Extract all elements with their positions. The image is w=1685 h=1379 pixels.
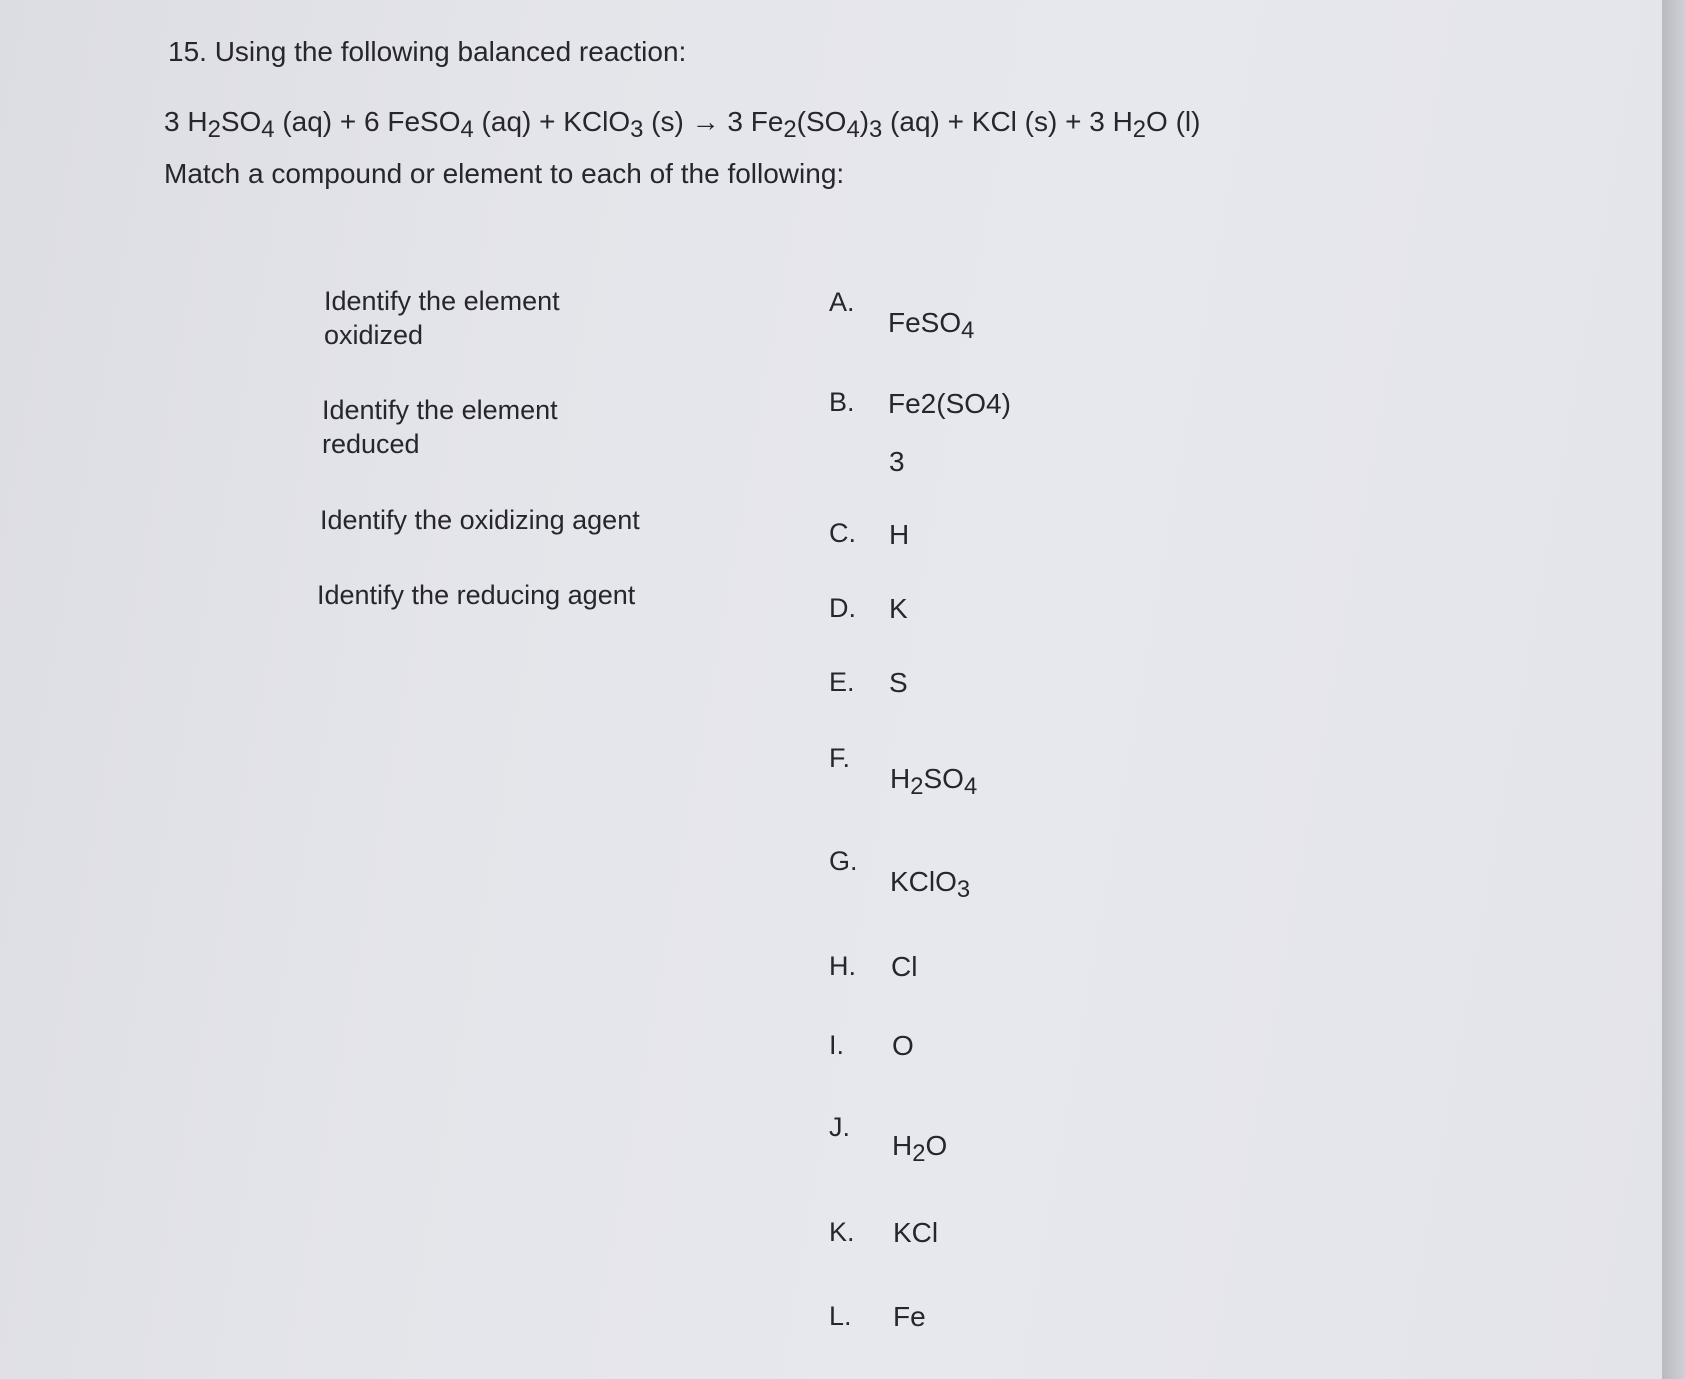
option-a-value[interactable]: FeSO$_4$ [888,307,975,344]
prompt-text: Identify the element [324,286,560,316]
option-d-letter: D. [829,593,856,623]
option-j-value[interactable]: $H_2O$ [892,1130,948,1167]
option-h-value[interactable]: Cl [891,951,918,982]
instruction-text: Match a compound or element to each of the following: [164,158,845,189]
option-h-letter: H. [829,951,856,981]
option-b-letter: B. [829,387,855,417]
option-b-value-line2: 3 [889,446,905,477]
option-g-letter: G. [829,846,858,876]
option-g-value[interactable]: KClO$_3$ [890,866,971,903]
option-e-value[interactable]: S [889,667,908,698]
option-e-letter: E. [829,667,855,697]
prompt-oxidizing-agent[interactable]: Identify the oxidizing agent [320,505,640,535]
page-edge-shadow [1662,0,1685,1379]
option-i-letter: I. [829,1030,845,1060]
option-l-value[interactable]: Fe [893,1301,926,1332]
option-k-letter: K. [829,1217,855,1247]
option-a-letter: A. [829,287,855,317]
question-heading: 15. Using the following balanced reaction: [168,36,687,67]
prompt-element-oxidized[interactable] [324,284,634,352]
option-i-value[interactable]: O [892,1030,914,1061]
balanced-equation: 3 $H_2SO_4$ (aq) + 6 FeSO$_4$ (aq) + KClO$_3$ (s) → 3 $Fe_2(SO_4)_3$ (aq) + KCl (s) + 3 $H_2O$ (l) [164,106,1201,143]
option-j-letter: J. [829,1112,851,1142]
prompt-text: Identify the element [322,395,558,425]
prompt-text: reduced [322,429,420,459]
option-c-letter: C. [829,518,856,548]
option-k-value[interactable]: KCl [893,1217,939,1248]
option-l-letter: L. [829,1301,852,1331]
option-f-letter: F. [829,743,851,773]
option-c-value[interactable]: H [889,519,910,550]
option-b-value[interactable]: Fe2(SO4) [888,388,1011,419]
option-f-value[interactable]: $H_2SO_4$ [890,763,978,800]
prompt-text: oxidized [324,320,424,350]
prompt-element-reduced[interactable] [322,393,632,461]
prompt-reducing-agent[interactable]: Identify the reducing agent [317,580,636,610]
option-d-value[interactable]: K [889,593,908,624]
